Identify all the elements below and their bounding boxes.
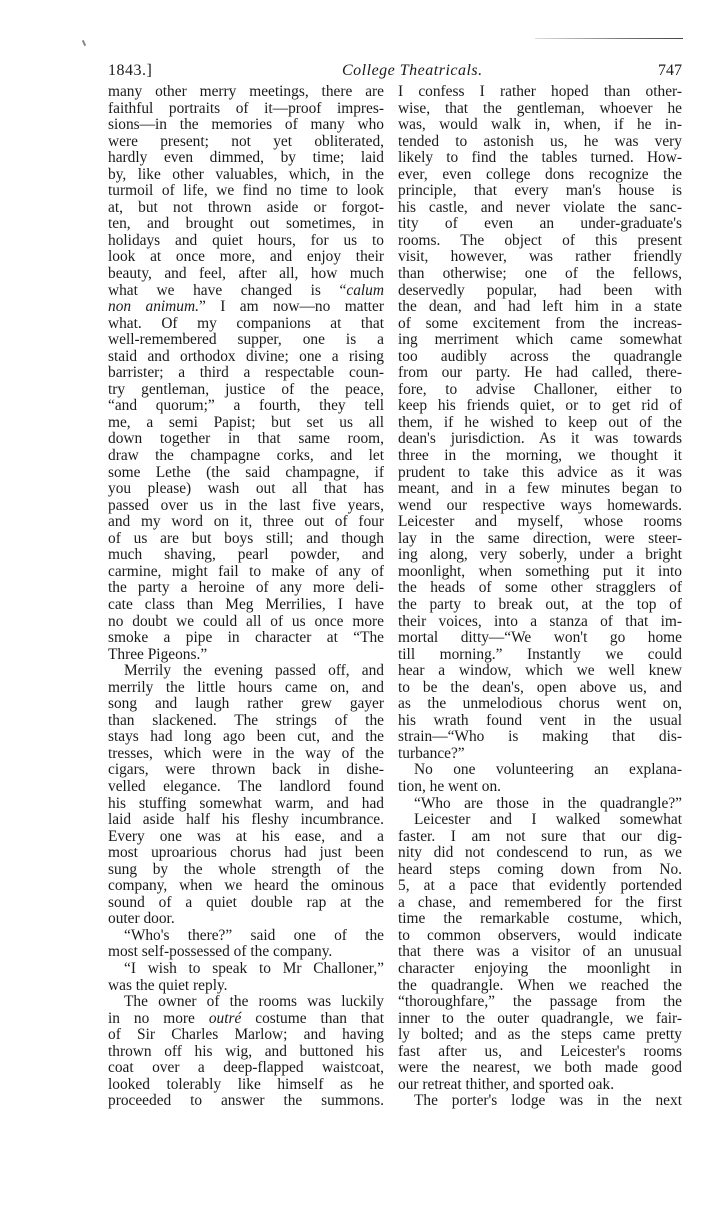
text-line: the dean, and had left him in a state xyxy=(398,298,682,316)
text-line: “I wish to speak to Mr Challoner,” xyxy=(124,959,384,977)
text-line: than slackened. The strings of the xyxy=(108,711,384,729)
text-line: cigars, were thrown back in dishe- xyxy=(108,761,384,779)
text-line: what. Of my companions at that xyxy=(108,314,384,332)
text-line: Leicester and myself, whose rooms xyxy=(398,513,682,531)
text-fragment: costume than that xyxy=(241,1009,384,1027)
text-line: likely to find the tables turned. How- xyxy=(398,149,682,167)
text-line: the party to break out, at the top of xyxy=(398,595,682,613)
text-line: song and laugh rather grew gayer xyxy=(108,695,384,713)
text-line: “thoroughfare,” the passage from the xyxy=(398,993,682,1011)
italic-phrase: calum xyxy=(346,281,384,299)
text-line: tion, he went on. xyxy=(398,777,502,795)
text-column-right xyxy=(398,84,682,1110)
text-line: deservedly popular, had been with xyxy=(398,281,682,299)
header-year: 1843.] xyxy=(108,62,153,79)
header-running-title: College Theatricals. xyxy=(342,62,483,79)
text-line: than otherwise; one of the fellows, xyxy=(398,265,682,283)
text-line: them, if he wished to keep out of the xyxy=(398,413,682,431)
text-line: sions—in the memories of many who xyxy=(108,116,384,134)
text-line xyxy=(108,299,384,316)
text-line: heard steps coming down from No. xyxy=(398,860,682,878)
text-line: passed over us in the last five years, xyxy=(108,496,384,514)
text-line: of Sir Charles Marlow; and having xyxy=(108,1026,384,1044)
text-line: were the nearest, we both made good xyxy=(398,1059,682,1077)
text-line: proceeded to answer the summons. xyxy=(108,1092,384,1110)
text-line xyxy=(108,1011,384,1028)
text-line: carmine, might fail to make of any of xyxy=(108,562,384,580)
italic-phrase: non animum. xyxy=(108,298,199,316)
text-line: tended to astonish us, he was very xyxy=(398,132,682,150)
text-line: beauty, and feel, after all, how much xyxy=(108,265,384,283)
text-line: turmoil of life, we find no time to look xyxy=(108,182,384,200)
scan-rule-line xyxy=(535,38,683,39)
text-line: till morning.” Instantly we could xyxy=(398,645,682,663)
text-line: I confess I rather hoped than other- xyxy=(398,83,682,100)
text-line: down together in that same room, xyxy=(108,430,384,448)
text-line: as the unmelodious chorus went on, xyxy=(398,695,682,713)
text-line: at, but not thrown aside or forgot- xyxy=(108,198,384,216)
text-line: many other merry meetings, there are xyxy=(108,83,384,100)
text-line: principle, that every man's house is xyxy=(398,182,682,200)
text-line: No one volunteering an explana- xyxy=(414,761,682,779)
text-line: most uproarious chorus had just been xyxy=(108,844,384,862)
text-line: dean's jurisdiction. As it was towards xyxy=(398,430,682,448)
text-line: The owner of the rooms was luckily xyxy=(124,993,384,1011)
text-line: three in the morning, we thought it xyxy=(398,447,682,465)
text-line: fore, to advise Challoner, either to xyxy=(398,380,682,398)
text-line: “and quorum;” a fourth, they tell xyxy=(108,397,384,415)
text-line: hardly even dimmed, by time; laid xyxy=(108,149,384,167)
text-line: nity did not condescend to run, as we xyxy=(398,844,682,862)
text-line: turbance?” xyxy=(398,744,465,762)
text-line: Three Pigeons.” xyxy=(108,645,208,663)
text-line: the party a heroine of any more deli- xyxy=(108,579,384,597)
text-line: of some excitement from the increas- xyxy=(398,314,682,332)
text-line: try gentleman, justice of the peace, xyxy=(108,380,384,398)
text-line: the heads of some other stragglers of xyxy=(398,579,682,597)
text-line: inner to the outer quadrangle, we fair- xyxy=(398,1009,682,1027)
text-line: his stuffing somewhat warm, and had xyxy=(108,794,384,812)
text-line: hear a window, which we well knew xyxy=(398,662,682,680)
text-line: by, like other valuables, which, in the xyxy=(108,165,384,183)
text-line: the quadrangle. When we reached the xyxy=(398,976,682,994)
text-line: his castle, and never violate the sanc- xyxy=(398,198,682,216)
text-line: 5, at a pace that evidently portended xyxy=(398,877,682,895)
text-line: sound of a quiet double rap at the xyxy=(108,893,384,911)
text-line: mortal ditty—“We won't go home xyxy=(398,629,682,647)
text-line: some Lethe (the said champagne, if xyxy=(108,463,384,481)
scan-mark xyxy=(82,40,86,46)
text-line: Leicester and I walked somewhat xyxy=(414,811,682,829)
text-line: “Who's there?” said one of the xyxy=(124,926,384,944)
text-line: lay in the same direction, were steer- xyxy=(398,529,682,547)
text-line: prudent to take this advice as it was xyxy=(398,463,682,481)
text-line xyxy=(108,283,384,300)
text-line: staid and orthodox divine; one a rising xyxy=(108,347,384,365)
text-line: holidays and quiet hours, for us to xyxy=(108,231,384,249)
text-column-left xyxy=(108,84,384,1110)
text-line: ing merriment which came somewhat xyxy=(398,331,682,349)
text-line: well-remembered supper, one is a xyxy=(108,331,384,349)
text-line: strain—“Who is making that dis- xyxy=(398,728,682,746)
text-fragment: ” I am now—no matter xyxy=(198,298,384,316)
text-line: draw the champagne corks, and let xyxy=(108,447,384,465)
text-line: a chase, and remembered for the first xyxy=(398,893,682,911)
text-line: to be the dean's, open above us, and xyxy=(398,678,682,696)
text-line: of us are but boys still; and though xyxy=(108,529,384,547)
text-line: no doubt we could all of us once more xyxy=(108,612,384,630)
text-line: rooms. The object of this present xyxy=(398,231,682,249)
running-header xyxy=(108,62,682,82)
text-line: was, would walk in, when, if he in- xyxy=(398,116,682,134)
text-line: meant, and in a few minutes began to xyxy=(398,480,682,498)
text-line: ever, even college dons recognize the xyxy=(398,165,682,183)
text-line: tresses, which were in the way of the xyxy=(108,744,384,762)
text-line: wend our respective ways homewards. xyxy=(398,496,682,514)
text-line: to common observers, would indicate xyxy=(398,926,682,944)
italic-phrase: outré xyxy=(208,1009,242,1027)
text-fragment: what we have changed is “ xyxy=(108,281,347,299)
text-line: that there was a visitor of an unusual xyxy=(398,943,682,961)
text-fragment: in no more xyxy=(108,1009,209,1027)
text-line: character enjoying the moonlight in xyxy=(398,959,682,977)
text-line: most self-possessed of the company. xyxy=(108,943,333,961)
text-line: thrown off his wig, and buttoned his xyxy=(108,1042,384,1060)
text-line: cate class than Meg Merrilies, I have xyxy=(108,595,384,613)
text-line: our retreat thither, and sported oak. xyxy=(398,1075,615,1093)
text-line: ten, and brought out sometimes, in xyxy=(108,215,384,233)
text-line: smoke a pipe in character at “The xyxy=(108,629,384,647)
text-line: from our party. He had called, there- xyxy=(398,364,682,382)
text-line: me, a semi Papist; but set us all xyxy=(108,413,384,431)
text-line: fast after us, and Leicester's rooms xyxy=(398,1042,682,1060)
text-line: sung by the whole strength of the xyxy=(108,860,384,878)
text-line: faithful portraits of it—proof impres- xyxy=(108,99,384,117)
page-number: 747 xyxy=(658,62,682,79)
text-line: tity of even an under-graduate's xyxy=(398,215,682,233)
text-line: were present; not yet obliterated, xyxy=(108,132,384,150)
text-line: you please) wash out all that has xyxy=(108,480,384,498)
text-line: Every one was at his ease, and a xyxy=(108,827,384,845)
text-line: look at once more, and enjoy their xyxy=(108,248,384,266)
text-line: faster. I am not sure that our dig- xyxy=(398,827,682,845)
text-line: keep his friends quiet, or to get rid of xyxy=(398,397,682,415)
text-line: too audibly across the quadrangle xyxy=(398,347,682,365)
text-line: time the remarkable costume, which, xyxy=(398,910,682,928)
text-line: ly bolted; and as the steps came pretty xyxy=(398,1026,682,1044)
text-line: merrily the little hours came on, and xyxy=(108,678,384,696)
text-line: laid aside half his fleshy incumbrance. xyxy=(108,811,384,829)
text-line: their voices, into a stanza of that im- xyxy=(398,612,682,630)
text-line: “Who are those in the quadrangle?” xyxy=(414,794,682,812)
text-line: his wrath found vent in the usual xyxy=(398,711,682,729)
text-line: ing along, very soberly, under a bright xyxy=(398,546,682,564)
text-line: was the quiet reply. xyxy=(108,976,228,994)
text-line: and my word on it, three out of four xyxy=(108,513,384,531)
text-line: much shaving, pearl powder, and xyxy=(108,546,384,564)
text-line: barrister; a third a respectable coun- xyxy=(108,364,384,382)
text-line: Merrily the evening passed off, and xyxy=(124,662,384,680)
text-line: company, when we heard the ominous xyxy=(108,877,384,895)
text-line: velled elegance. The landlord found xyxy=(108,777,384,795)
text-line: looked tolerably like himself as he xyxy=(108,1075,384,1093)
text-line: stays had long ago been cut, and the xyxy=(108,728,384,746)
text-line: visit, however, was rather friendly xyxy=(398,248,682,266)
text-line: The porter's lodge was in the next xyxy=(414,1092,682,1110)
text-line: coat over a deep-flapped waistcoat, xyxy=(108,1059,384,1077)
text-line: moonlight, when something put it into xyxy=(398,562,682,580)
text-line: wise, that the gentleman, whoever he xyxy=(398,99,682,117)
text-line: outer door. xyxy=(108,910,175,928)
